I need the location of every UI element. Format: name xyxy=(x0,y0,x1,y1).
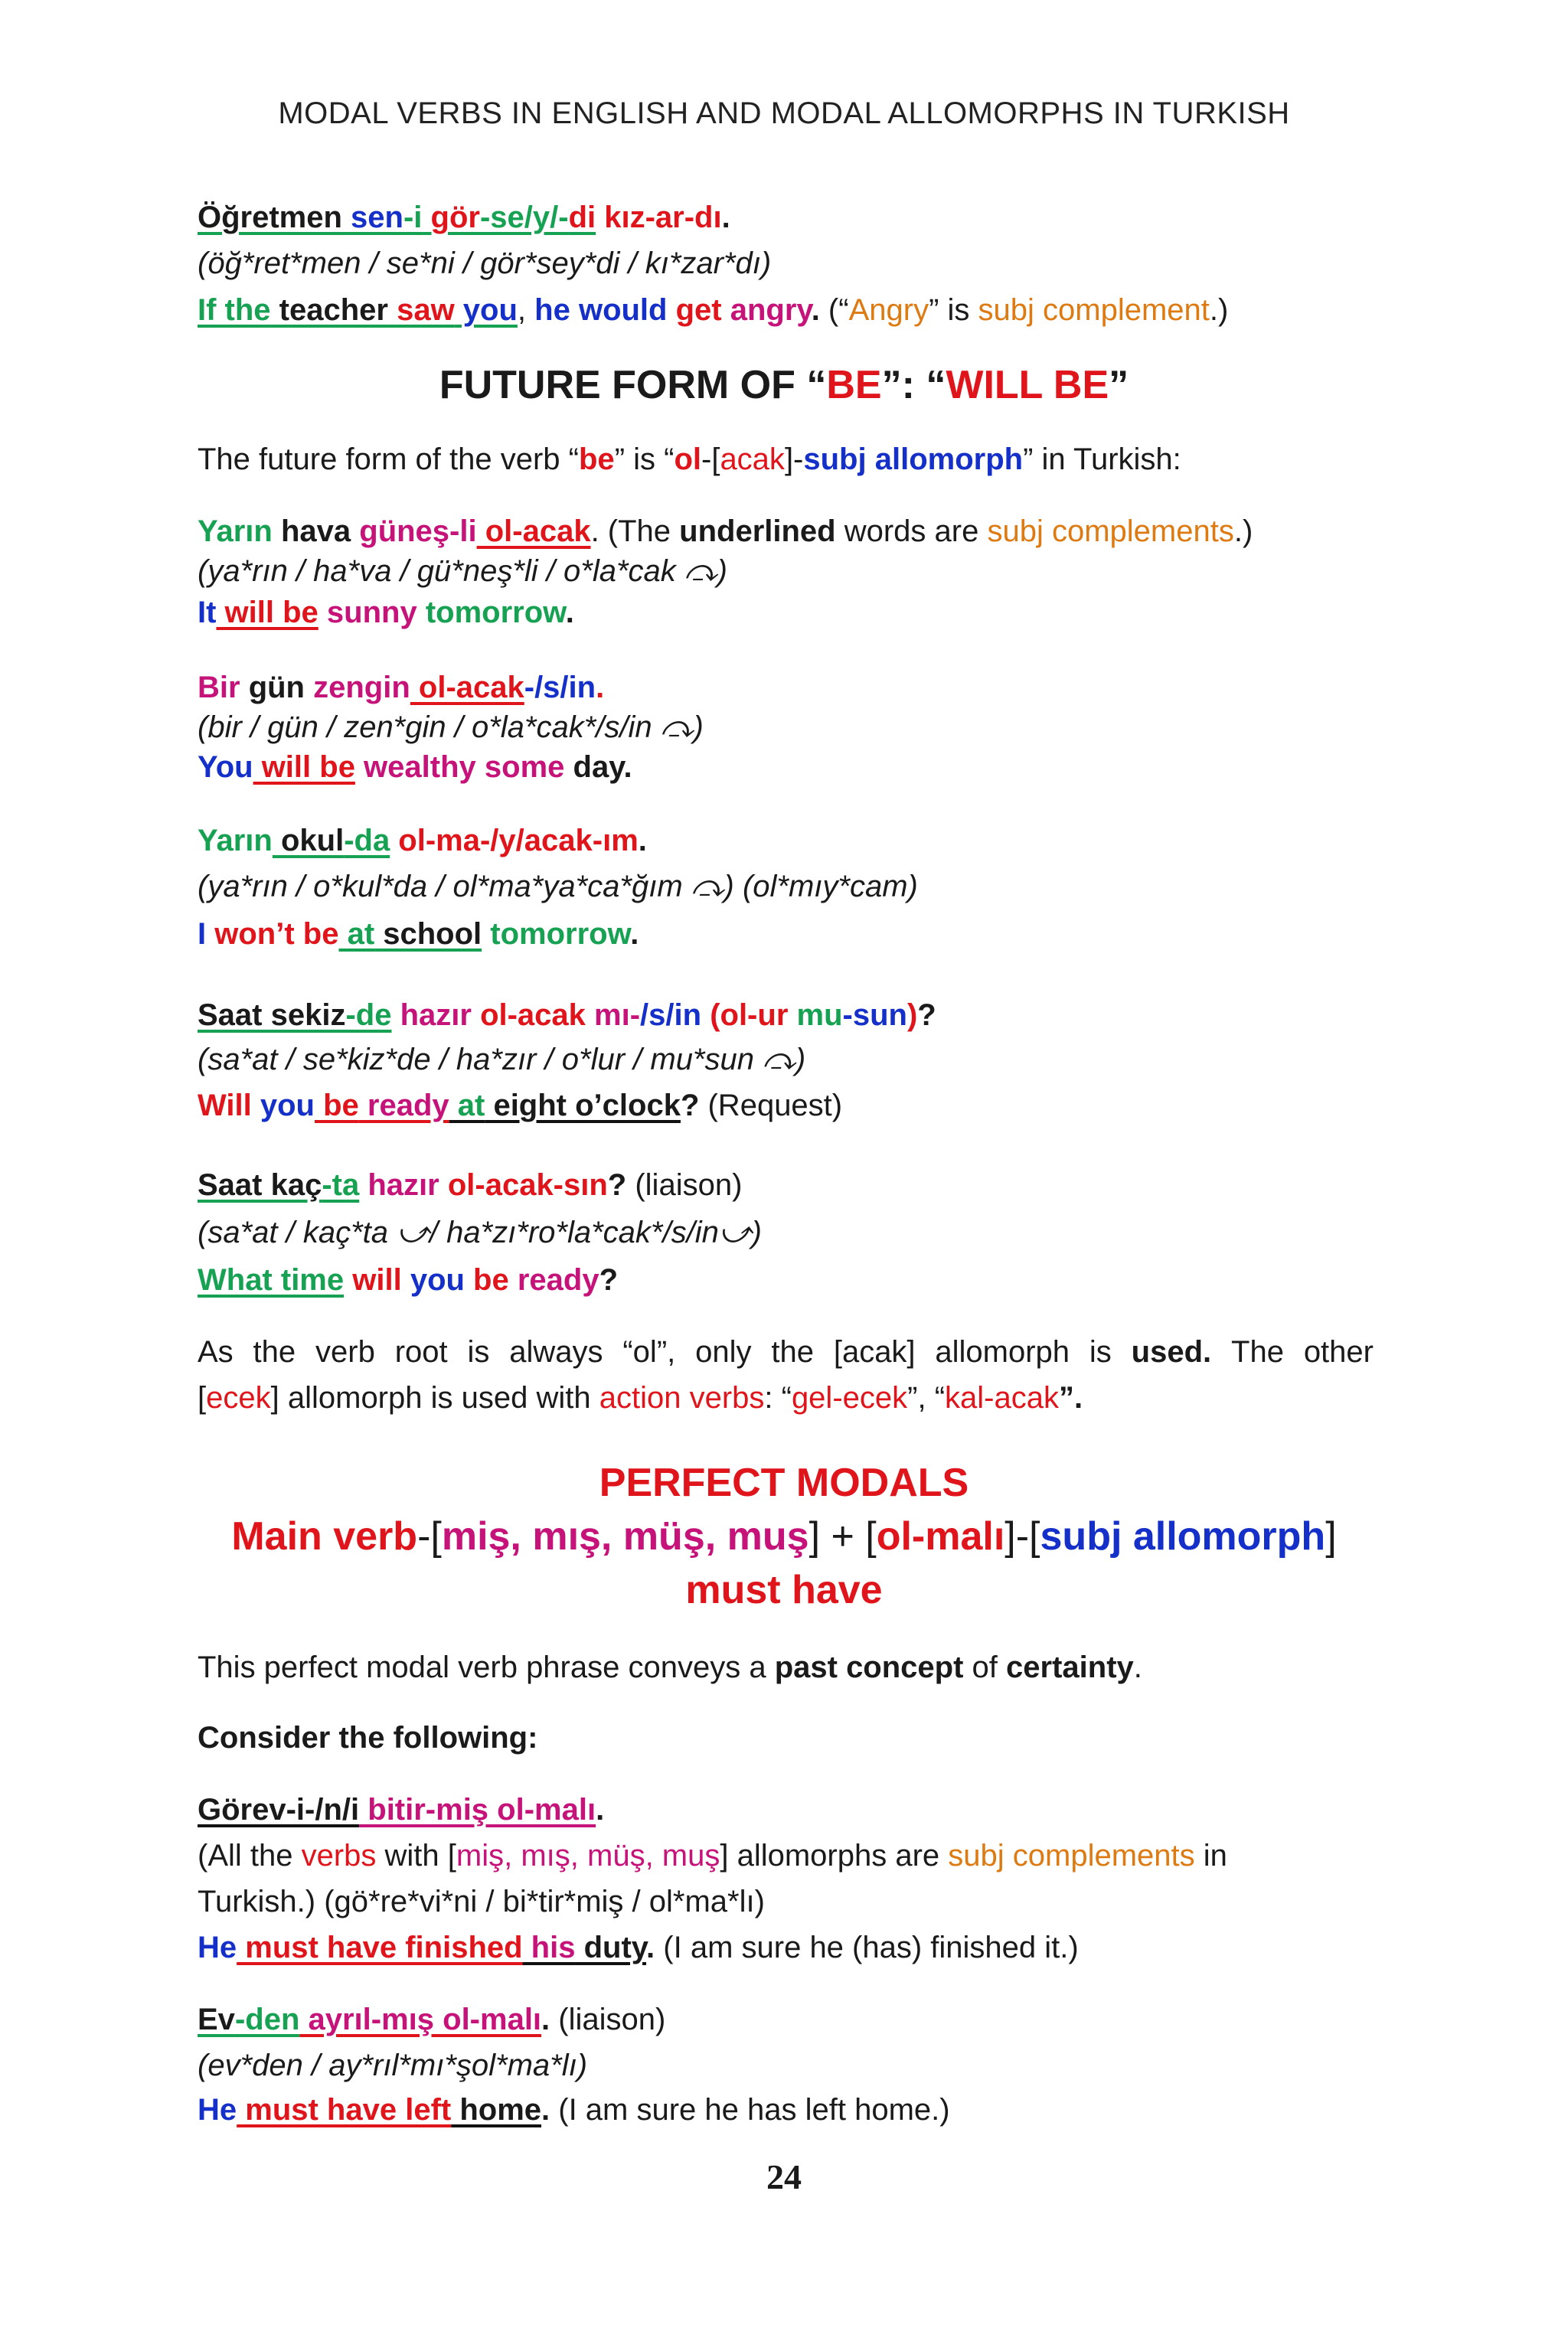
ex4-pronunciation: (ya*rın / o*kul*da / ol*ma*ya*ca*ğım ⤼) (ol*mıy*cam) xyxy=(198,870,918,903)
ex2-turkish: Yarın hava güneş-li ol-acak. (The underlined words are subj complements.) xyxy=(198,514,1253,548)
perfect-intro: This perfect modal verb phrase conveys a past concept of certainty. xyxy=(198,1651,1142,1684)
perfect-formula: Main verb-[miş, mış, müş, muş] + [ol-malı]-[subj allomorph] xyxy=(231,1514,1337,1559)
ex7-english: He must have finished his duty. (I am sure he (has) finished it.) xyxy=(198,1931,1079,1964)
perfect-subtitle: must have xyxy=(685,1568,883,1612)
ex1-english: If the teacher saw you, he would get angry. (“Angry” is subj complement.) xyxy=(198,293,1229,327)
ex3-pronunciation: (bir / gün / zen*gin / o*la*cak*/s/in ⤼) xyxy=(198,710,704,744)
section-title-perfect: PERFECT MODALS xyxy=(599,1461,969,1505)
paragraph-root-line1: As the verb root is always “ol”, only the [acak] allomorph is used. The other xyxy=(198,1335,1374,1369)
ex8-english: He must have left home. (I am sure he has left home.) xyxy=(198,2093,950,2127)
future-intro: The future form of the verb “be” is “ol-[acak]-subj allomorph” in Turkish: xyxy=(198,442,1181,476)
paragraph-root-line2: [ecek] allomorph is used with action verbs: “gel-ecek”, “kal-acak”. xyxy=(198,1381,1083,1415)
ex8-pronunciation: (ev*den / ay*rıl*mı*şol*ma*lı) xyxy=(198,2049,588,2082)
ex6-english: What time will you be ready? xyxy=(198,1263,619,1297)
ex3-english: You will be wealthy some day. xyxy=(198,750,632,784)
section-title-future: FUTURE FORM OF “BE”: “WILL BE” xyxy=(439,363,1129,407)
ex7-turkish: Görev-i-/n/i bitir-miş ol-malı. xyxy=(198,1793,605,1827)
page-number: 24 xyxy=(766,2157,802,2196)
consider-heading: Consider the following: xyxy=(198,1721,538,1755)
ex7-note-line1: (All the verbs with [miş, mış, müş, muş] allomorphs are subj complements in xyxy=(198,1839,1227,1873)
ex6-turkish: Saat kaç-ta hazır ol-acak-sın? (liaison) xyxy=(198,1168,743,1202)
ex2-pronunciation: (ya*rın / ha*va / gü*neş*li / o*la*cak ⤼) xyxy=(198,554,727,588)
ex5-turkish: Saat sekiz-de hazır ol-acak mı-/s/in (ol-ur mu-sun)? xyxy=(198,998,936,1032)
ex2-english: It will be sunny tomorrow. xyxy=(198,596,574,629)
running-header: MODAL VERBS IN ENGLISH AND MODAL ALLOMORPHS IN TURKISH xyxy=(278,96,1290,130)
ex5-english: Will you be ready at eight o’clock? (Request) xyxy=(198,1089,843,1122)
ex6-pronunciation: (sa*at / kaç*ta ⤻/ ha*zı*ro*la*cak*/s/in⤻) xyxy=(198,1216,762,1249)
ex4-turkish: Yarın okul-da ol-ma-/y/acak-ım. xyxy=(198,824,647,857)
ex7-note-line2: Turkish.) (gö*re*vi*ni / bi*tir*miş / ol*ma*lı) xyxy=(198,1885,765,1918)
ex4-english: I won’t be at school tomorrow. xyxy=(198,917,639,951)
ex5-pronunciation: (sa*at / se*kiz*de / ha*zır / o*lur / mu*sun ⤼) xyxy=(198,1043,806,1076)
ex8-turkish: Ev-den ayrıl-mış ol-malı. (liaison) xyxy=(198,2003,666,2036)
ex1-turkish: Öğretmen sen-i gör-se/y/-di kız-ar-dı. xyxy=(198,201,730,234)
ex3-turkish: Bir gün zengin ol-acak-/s/in. xyxy=(198,671,605,704)
ex1-pronunciation: (öğ*ret*men / se*ni / gör*sey*di / kı*zar*dı) xyxy=(198,247,772,280)
